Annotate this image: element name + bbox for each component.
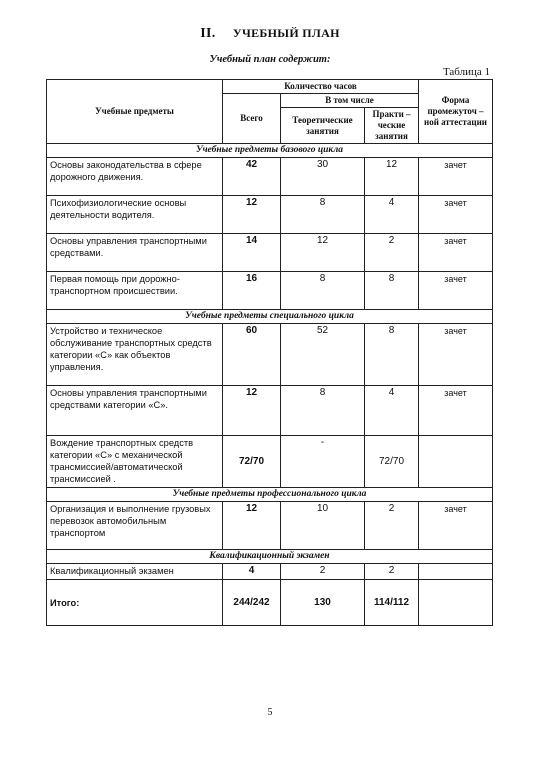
total-cell: 12	[223, 196, 281, 234]
table-row	[47, 564, 493, 580]
total-cell: 12	[223, 386, 281, 436]
section-heading	[0, 26, 540, 42]
theory-cell: 12	[281, 234, 365, 272]
subject-cell: Основы законодательства в сфере дорожного движения.	[47, 158, 223, 196]
grand-assessment-cell	[419, 580, 493, 626]
total-cell: 12	[223, 502, 281, 550]
header-practice: Практи – ческие занятия	[365, 108, 419, 144]
assessment-cell: зачет	[419, 196, 493, 234]
table-row	[47, 196, 493, 234]
theory-cell: 2	[281, 564, 365, 580]
plan-subtitle: Учебный план содержит:	[209, 54, 331, 65]
table-row	[47, 272, 493, 310]
assessment-cell: зачет	[419, 502, 493, 550]
theory-cell: -	[281, 436, 365, 488]
assessment-cell: зачет	[419, 272, 493, 310]
practice-cell: 72/70	[365, 436, 419, 488]
table-row	[47, 436, 493, 488]
section-title: УЧЕБНЫЙ ПЛАН	[232, 26, 340, 40]
subject-cell: Организация и выполнение грузовых перевозок автомобильным транспортом	[47, 502, 223, 550]
header-hours: Количество часов	[223, 80, 419, 94]
section-title-basic: Учебные предметы базового цикла	[47, 144, 493, 158]
header-assessment: Форма промежуточ – ной аттестации	[419, 80, 493, 144]
assessment-cell: зачет	[419, 158, 493, 196]
header-subjects: Учебные предметы	[47, 80, 223, 144]
assessment-cell	[419, 564, 493, 580]
total-cell: 72/70	[223, 436, 281, 488]
subject-cell: Вождение транспортных средств категории «С» с механической трансмиссией/автоматической трансмиссией .	[47, 436, 223, 488]
subject-cell: Первая помощь при дорожно-транспортном происшествии.	[47, 272, 223, 310]
total-row	[47, 580, 493, 626]
table-row	[47, 386, 493, 436]
practice-cell: 2	[365, 234, 419, 272]
total-cell: 16	[223, 272, 281, 310]
header-including: В том числе	[281, 94, 419, 108]
table-row	[47, 502, 493, 550]
total-cell: 4	[223, 564, 281, 580]
theory-cell: 52	[281, 324, 365, 386]
total-cell: 42	[223, 158, 281, 196]
total-cell: 60	[223, 324, 281, 386]
practice-cell: 12	[365, 158, 419, 196]
table-row	[47, 234, 493, 272]
subject-cell: Основы управления транспортными средствами.	[47, 234, 223, 272]
header-theory: Теоретические занятия	[281, 108, 365, 144]
theory-cell: 8	[281, 272, 365, 310]
section-title-professional: Учебные предметы профессионального цикла	[47, 488, 493, 502]
section-title-special: Учебные предметы специального цикла	[47, 310, 493, 324]
total-cell: 14	[223, 234, 281, 272]
page-number: 5	[267, 707, 273, 718]
section-number: II.	[200, 26, 216, 41]
section-title-exam: Квалификационный экзамен	[47, 550, 493, 564]
assessment-cell: зачет	[419, 324, 493, 386]
grand-theory-cell: 130	[281, 580, 365, 626]
practice-cell: 8	[365, 272, 419, 310]
table-row	[47, 158, 493, 196]
grand-total-cell: 244/242	[223, 580, 281, 626]
subject-cell: Устройство и техническое обслуживание транспортных средств категории «С» как объектов управления.	[47, 324, 223, 386]
theory-cell: 8	[281, 386, 365, 436]
subject-cell: Основы управления транспортными средствами категории «С».	[47, 386, 223, 436]
grand-practice-cell: 114/112	[365, 580, 419, 626]
theory-cell: 30	[281, 158, 365, 196]
header-total: Всего	[223, 94, 281, 144]
subject-cell: Квалификационный экзамен	[47, 564, 223, 580]
table-row	[47, 324, 493, 386]
practice-cell: 8	[365, 324, 419, 386]
subject-cell: Психофизиологические основы деятельности водителя.	[47, 196, 223, 234]
assessment-cell: зачет	[419, 386, 493, 436]
assessment-cell	[419, 436, 493, 488]
curriculum-table	[46, 79, 493, 626]
theory-cell: 8	[281, 196, 365, 234]
total-label: Итого:	[47, 580, 223, 626]
practice-cell: 4	[365, 386, 419, 436]
table-label: Таблица 1	[442, 66, 490, 78]
assessment-cell: зачет	[419, 234, 493, 272]
practice-cell: 2	[365, 564, 419, 580]
practice-cell: 4	[365, 196, 419, 234]
theory-cell: 10	[281, 502, 365, 550]
practice-cell: 2	[365, 502, 419, 550]
